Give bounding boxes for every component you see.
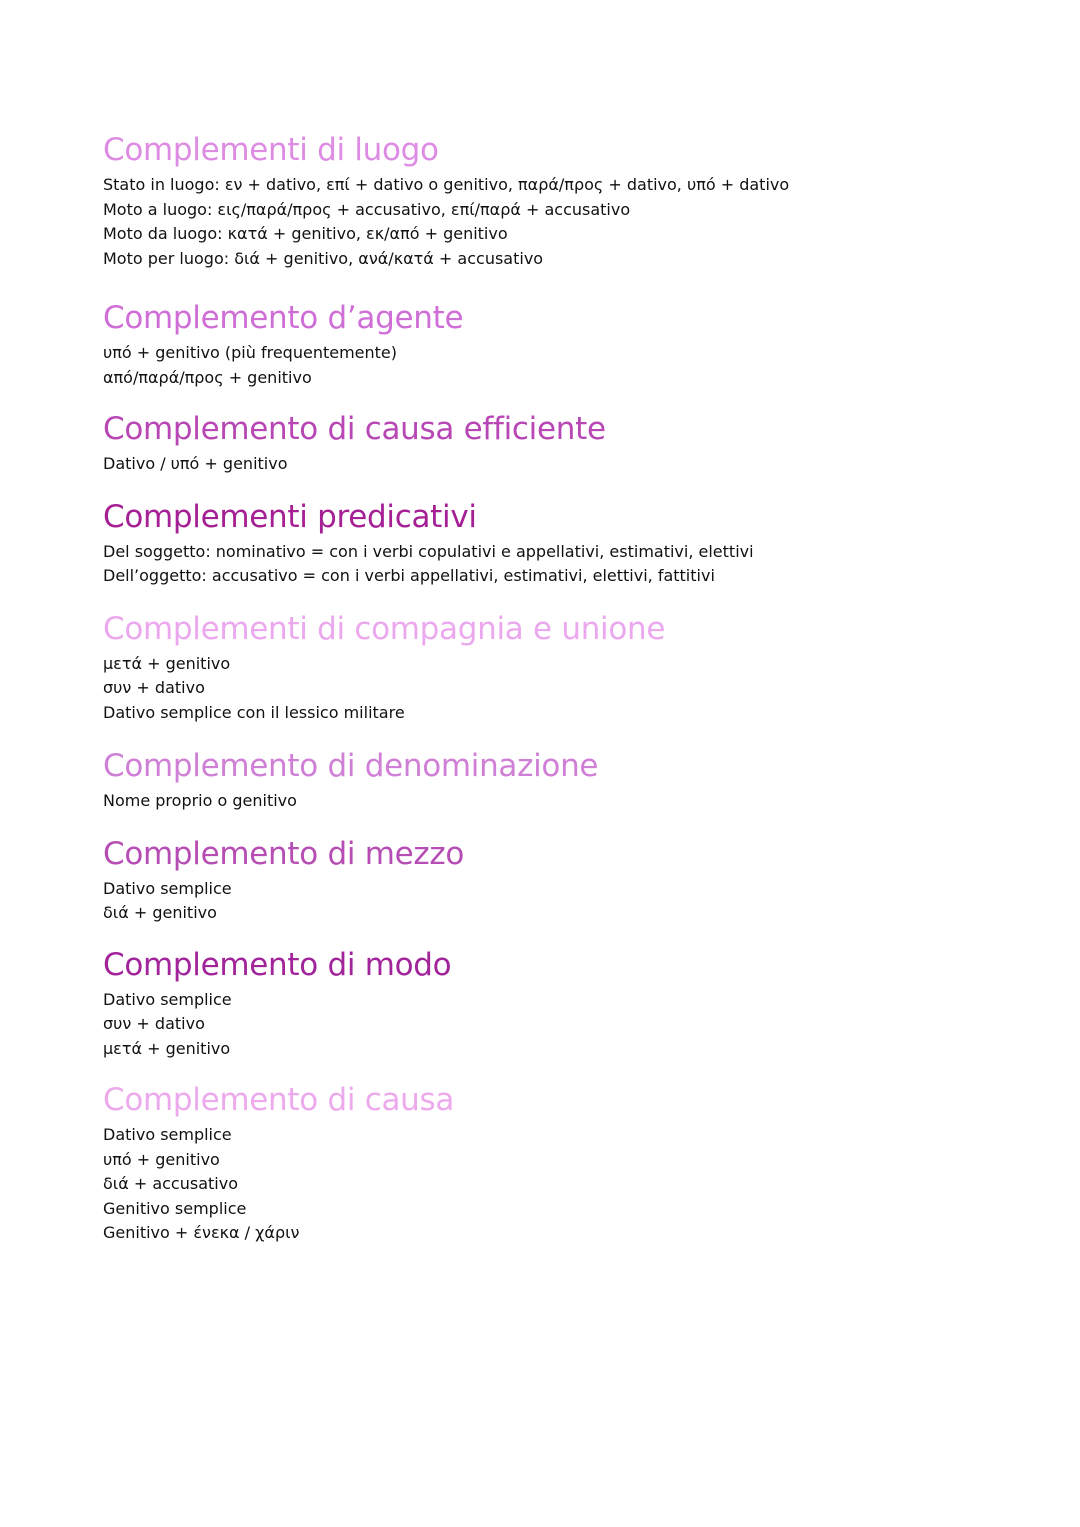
section-complementi-di-luogo (103, 130, 1003, 271)
document-page (103, 130, 1003, 1246)
section-heading: Complementi di luogo (103, 132, 439, 168)
section-body (103, 173, 1003, 271)
text-line: μετά + genitivo (103, 653, 231, 673)
section-heading: Complementi predicativi (103, 498, 477, 535)
text-line: υπό + genitivo (103, 1149, 220, 1169)
text-line: Genitivo + ένεκα / χάριν (103, 1223, 300, 1242)
text-line: Dativo / υπό + genitivo (103, 454, 288, 473)
section-complementi-predicativi (103, 497, 1003, 589)
text-line: Stato in luogo: εν + dativo, επί + dativo o genitivo, παρά/προς + dativo, υπό + dativo (103, 175, 790, 194)
text-line: μετά + genitivo (103, 1038, 231, 1058)
text-line: συν + dativo (103, 1014, 205, 1033)
text-line: Dativo semplice (103, 878, 232, 898)
section-body (103, 452, 1003, 477)
text-line: Dell’oggetto: accusativo = con i verbi appellativi, estimativi, elettivi, fattitivi (103, 566, 715, 585)
text-line: Dativo semplice (103, 989, 232, 1009)
section-complemento-di-causa (103, 1080, 1003, 1246)
text-line: Moto per luogo: διά + genitivo, ανά/κατά + accusativo (103, 248, 544, 268)
section-heading: Complemento d’agente (103, 300, 464, 336)
section-complemento-di-causa-efficiente (103, 409, 1003, 477)
section-heading: Complemento di causa efficiente (103, 411, 606, 447)
section-complementi-di-compagnia-e-unione (103, 609, 1003, 726)
section-heading: Complemento di denominazione (103, 748, 599, 784)
section-complemento-di-mezzo (103, 834, 1003, 926)
section-heading: Complemento di causa (103, 1082, 455, 1118)
section-body (103, 789, 1003, 814)
text-line: διά + genitivo (103, 903, 217, 922)
text-line: συν + dativo (103, 678, 205, 697)
section-complemento-di-denominazione (103, 746, 1003, 814)
section-heading: Complemento di modo (103, 946, 452, 983)
section-heading: Complemento di mezzo (103, 835, 464, 872)
section-complemento-d-agente (103, 298, 1003, 390)
section-body (103, 988, 1003, 1062)
text-line: Moto da luogo: κατά + genitivo, εκ/από + genitivo (103, 224, 508, 243)
text-line: από/παρά/προς + genitivo (103, 367, 312, 387)
section-body (103, 1123, 1003, 1246)
section-body (103, 341, 1003, 390)
section-body (103, 877, 1003, 926)
text-line: Nome proprio o genitivo (103, 791, 297, 810)
text-line: Del soggetto: nominativo = con i verbi copulativi e appellativi, estimativi, elettivi (103, 541, 754, 561)
text-line: Dativo semplice con il lessico militare (103, 702, 405, 722)
section-body (103, 540, 1003, 589)
text-line: Dativo semplice (103, 1125, 232, 1144)
section-heading: Complementi di compagnia e unione (103, 610, 666, 647)
text-line: διά + accusativo (103, 1174, 238, 1193)
text-line: Genitivo semplice (103, 1198, 247, 1218)
section-complemento-di-modo (103, 945, 1003, 1062)
text-line: Moto a luogo: εις/παρά/προς + accusativo, επί/παρά + accusativo (103, 199, 631, 219)
text-line: υπό + genitivo (più frequentemente) (103, 343, 398, 362)
section-body (103, 652, 1003, 726)
